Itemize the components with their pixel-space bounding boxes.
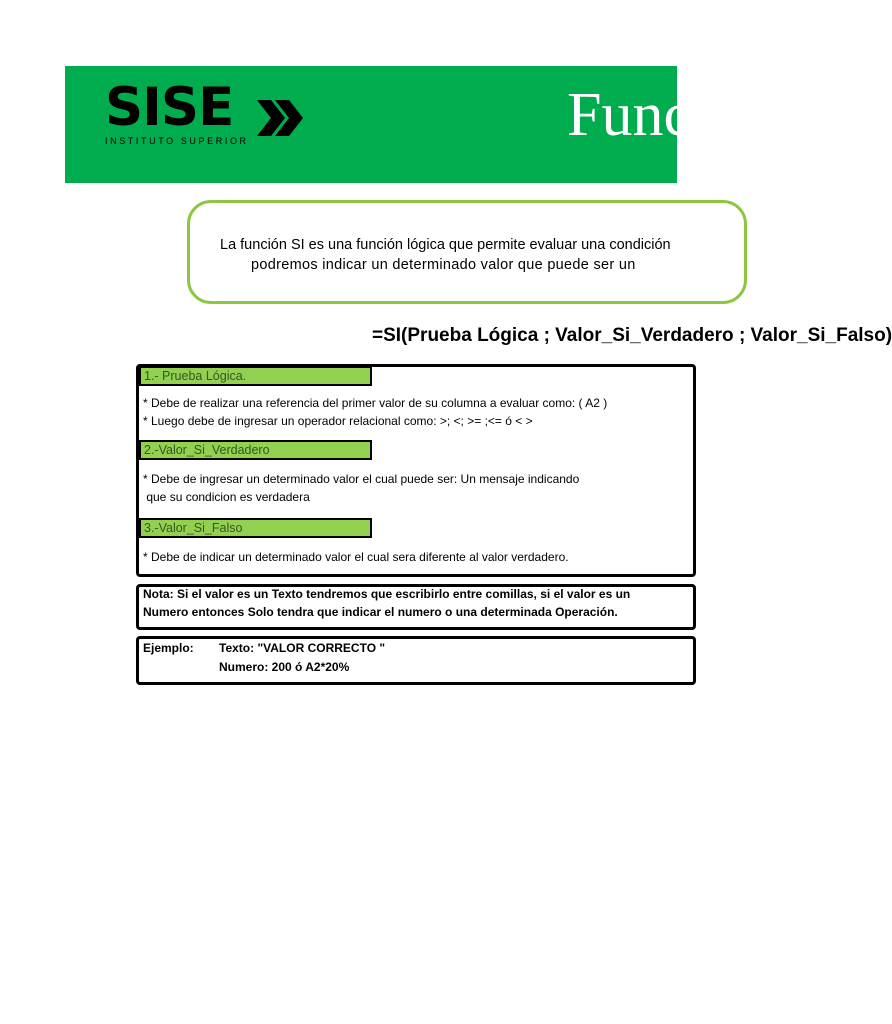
nota-line-2: Numero entonces Solo tendra que indicar el numero o una determinada Operación. — [143, 605, 618, 619]
section-2-line-2: que su condicion es verdadera — [143, 490, 310, 504]
section-2-line-1: * Debe de ingresar un determinado valor el cual puede ser: Un mensaje indicando — [143, 472, 580, 486]
intro-callout — [187, 200, 747, 304]
section-header-valor-si-verdadero: 2.-Valor_Si_Verdadero — [139, 440, 372, 460]
ejemplo-texto: Texto: "VALOR CORRECTO " — [219, 641, 386, 655]
logo-wordmark: SISE — [105, 77, 234, 138]
section-header-prueba-logica: 1.- Prueba Lógica. — [139, 366, 372, 386]
section-header-valor-si-falso: 3.-Valor_Si_Falso — [139, 518, 372, 538]
intro-line-1: La función SI es una función lógica que permite evaluar una condición — [220, 237, 671, 253]
nota-line-1: Nota: Si el valor es un Texto tendremos que escribirlo entre comillas, si el valor es un — [143, 587, 631, 601]
double-chevron-icon — [255, 98, 305, 138]
section-3-line-1: * Debe de indicar un determinado valor el cual sera diferente al valor verdadero. — [143, 550, 569, 564]
ejemplo-label: Ejemplo: — [143, 641, 194, 655]
section-1-line-1: * Debe de realizar una referencia del primer valor de su columna a evaluar como: ( A2 ) — [143, 396, 608, 410]
ejemplo-numero: Numero: 200 ó A2*20% — [219, 660, 350, 674]
page-title: Función SI — [567, 81, 841, 149]
header-banner — [65, 66, 841, 183]
sise-logo — [105, 77, 305, 146]
section-1-line-2: * Luego debe de ingresar un operador relacional como: >; <; >= ;<= ó < > — [143, 414, 533, 428]
logo-subtitle: INSTITUTO SUPERIOR — [105, 136, 249, 146]
intro-line-2: podremos indicar un determinado valor que puede ser un — [251, 257, 636, 273]
formula-syntax: =SI(Prueba Lógica ; Valor_Si_Verdadero ; Valor_Si_Falso) — [372, 325, 892, 346]
